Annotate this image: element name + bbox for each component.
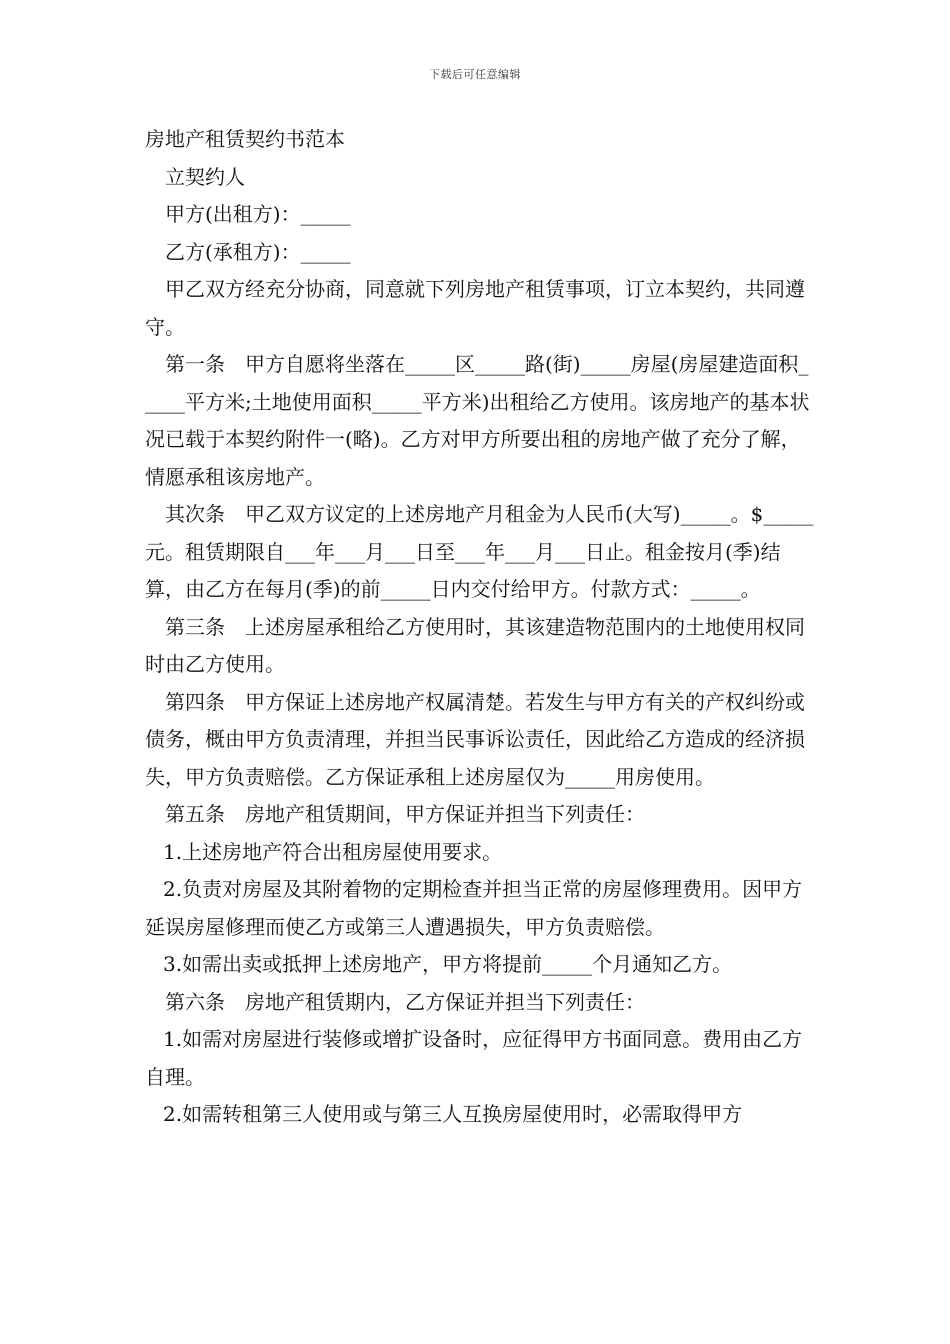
paragraph-party-a: 甲方(出租方)：_____ (165, 202, 351, 226)
paragraph-article-5-item-1: 1.上述房地产符合出租房屋使用要求。 (163, 839, 503, 864)
paragraph-article-6-item-2: 2.如需转租第三人使用或与第三人互换房屋使用时，必需取得甲方 (163, 1102, 743, 1126)
paragraph-article-5-item-2: 2.负责对房屋及其附着物的定期检查并担当正常的房屋修理费用。因甲方延误房屋修理而使乙方或第三人遭遇损失，甲方负责赔偿。 (145, 877, 803, 939)
paragraph-party-b: 乙方(承租方)：_____ (165, 239, 351, 264)
page-header-note: 下载后可任意编辑 (429, 68, 521, 81)
paragraph-article-5-item-3: 3.如需出卖或抵押上述房地产，甲方将提前_____个月通知乙方。 (163, 952, 733, 976)
document-body (145, 121, 817, 1134)
paragraph-preamble: 甲乙双方经充分协商，同意就下列房地产租赁事项，订立本契约，共同遵守。 (145, 277, 805, 339)
paragraph-article-6: 第六条 房地产租赁期内，乙方保证并担当下列责任： (165, 989, 645, 1014)
paragraph-article-3: 第三条 上述房屋承租给乙方使用时，其该建造物范围内的土地使用权同时由乙方使用。 (145, 614, 805, 676)
paragraph-article-6-item-1: 1.如需对房屋进行装修或增扩设备时，应征得甲方书面同意。费用由乙方自理。 (145, 1027, 803, 1089)
paragraph-article-4: 第四条 甲方保证上述房地产权属清楚。若发生与甲方有关的产权纠纷或债务，概由甲方负责清理，并担当民事诉讼责任，因此给乙方造成的经济损失，甲方负责赔偿。乙方保证承租上述房屋仅为_____用房使用。 (145, 689, 805, 789)
paragraph-article-1: 第一条 甲方自愿将坐落在_____区_____路(街)_____房屋(房屋建造面积_____平方米;土地使用面积_____平方米)出租给乙方使用。该房地产的基本状况已载于本契约附件一(略)。乙方对甲方所要出租的房地产做了充分了解，情愿承租该房地产。 (145, 352, 810, 489)
paragraph-parties-heading: 立契约人 (165, 164, 245, 189)
document-title: 房地产租赁契约书范本 (145, 127, 345, 151)
paragraph-article-5: 第五条 房地产租赁期间，甲方保证并担当下列责任： (165, 802, 645, 826)
paragraph-article-2: 其次条 甲乙双方议定的上述房地产月租金为人民币(大写)_____。$_____元。租赁期限自___年___月___日至___年___月___日止。租金按月(季)结算，由乙方在每月(季)的前_____日内交付给甲方。付款方式：_____。 (145, 502, 814, 601)
